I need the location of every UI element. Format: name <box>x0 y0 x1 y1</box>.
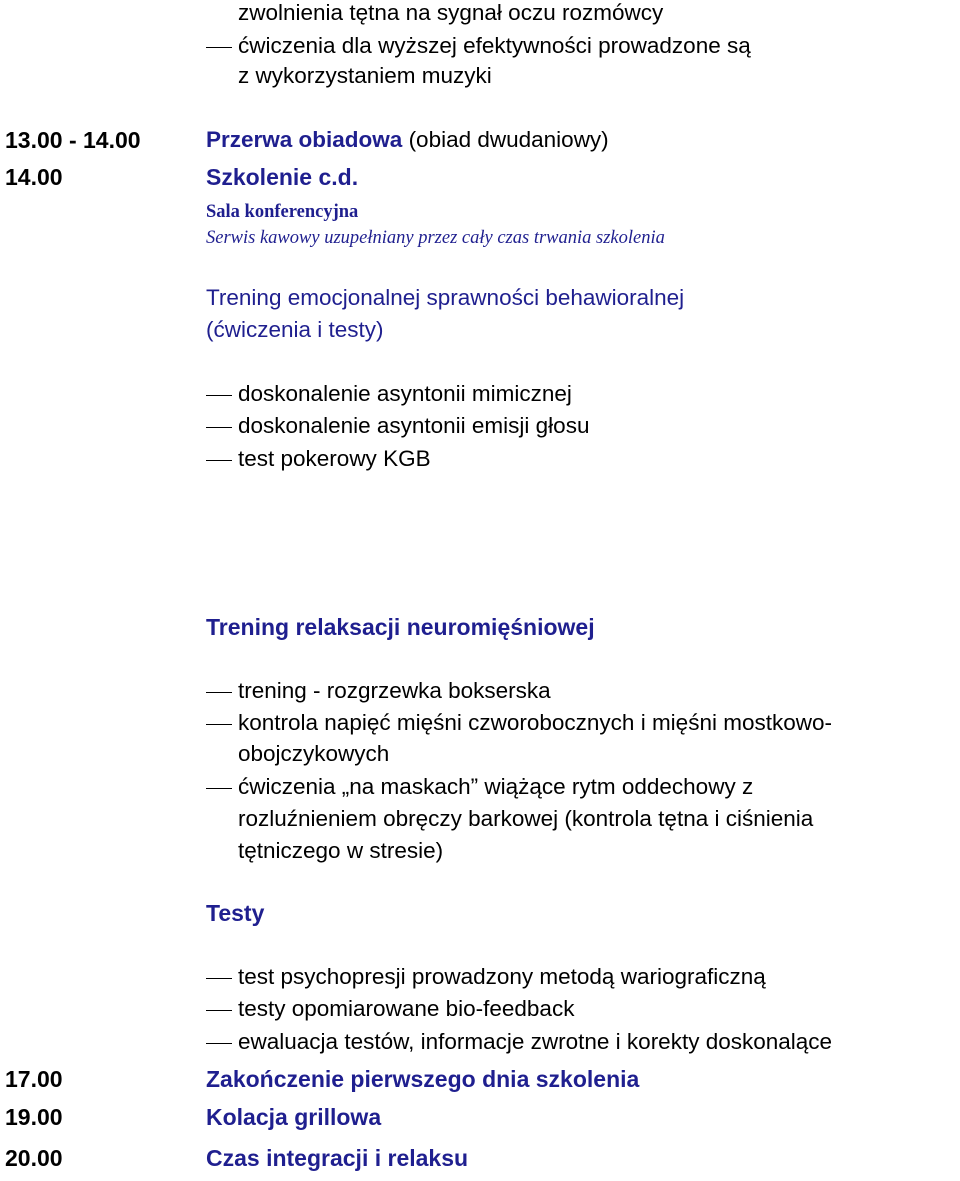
dash-bullet-icon <box>206 395 232 396</box>
list-item: trening - rozgrzewka bokserska <box>238 678 551 703</box>
dash-bullet-icon <box>206 788 232 789</box>
schedule-title: Zakończenie pierwszego dnia szkolenia <box>206 1066 640 1092</box>
lunch-time: 13.00 - 14.00 <box>5 127 141 153</box>
list-item: ćwiczenia „na maskach” wiążące rytm oddechowy z <box>238 774 754 799</box>
training-title: Szkolenie c.d. <box>206 164 359 190</box>
lunch-entry <box>206 127 609 153</box>
list-item-cont: tętniczego w stresie) <box>238 838 444 863</box>
schedule-time: 20.00 <box>5 1145 63 1171</box>
intro-line: zwolnienia tętna na sygnał oczu rozmówcy <box>238 0 664 25</box>
schedule-time: 19.00 <box>5 1104 63 1130</box>
training-time: 14.00 <box>5 164 63 190</box>
dash-bullet-icon <box>206 1043 232 1044</box>
dash-bullet-icon <box>206 427 232 428</box>
list-item: test psychopresji prowadzony metodą wariograficzną <box>238 964 766 989</box>
schedule-title: Czas integracji i relaksu <box>206 1145 469 1171</box>
list-item: ewaluacja testów, informacje zwrotne i korekty doskonalące <box>238 1029 833 1054</box>
emotional-subtitle: (ćwiczenia i testy) <box>206 317 384 342</box>
dash-bullet-icon <box>206 47 232 48</box>
lunch-note: (obiad dwudaniowy) <box>402 127 609 152</box>
tests-title: Testy <box>206 900 265 926</box>
list-item: doskonalenie asyntonii mimicznej <box>238 381 572 406</box>
list-item: doskonalenie asyntonii emisji głosu <box>238 413 590 438</box>
training-room: Sala konferencyjna <box>206 202 359 222</box>
intro-item: ćwiczenia dla wyższej efektywności prowadzone są <box>238 33 751 58</box>
intro-item-cont: z wykorzystaniem muzyki <box>238 63 492 88</box>
relaxation-title: Trening relaksacji neuromięśniowej <box>206 614 595 640</box>
lunch-title: Przerwa obiadowa <box>206 127 403 152</box>
dash-bullet-icon <box>206 724 232 725</box>
dash-bullet-icon <box>206 1010 232 1011</box>
list-item: kontrola napięć mięśni czworobocznych i mięśni mostkowo- <box>238 710 832 735</box>
emotional-title: Trening emocjonalnej sprawności behawioralnej <box>206 285 685 310</box>
dash-bullet-icon <box>206 978 232 979</box>
list-item: test pokerowy KGB <box>238 446 431 471</box>
list-item-cont: obojczykowych <box>238 741 390 766</box>
dash-bullet-icon <box>206 692 232 693</box>
schedule-time: 17.00 <box>5 1066 63 1092</box>
dash-bullet-icon <box>206 460 232 461</box>
training-coffee: Serwis kawowy uzupełniany przez cały czas trwania szkolenia <box>206 228 665 248</box>
list-item-cont: rozluźnieniem obręczy barkowej (kontrola tętna i ciśnienia <box>238 806 814 831</box>
schedule-title: Kolacja grillowa <box>206 1104 382 1130</box>
list-item: testy opomiarowane bio-feedback <box>238 996 575 1021</box>
